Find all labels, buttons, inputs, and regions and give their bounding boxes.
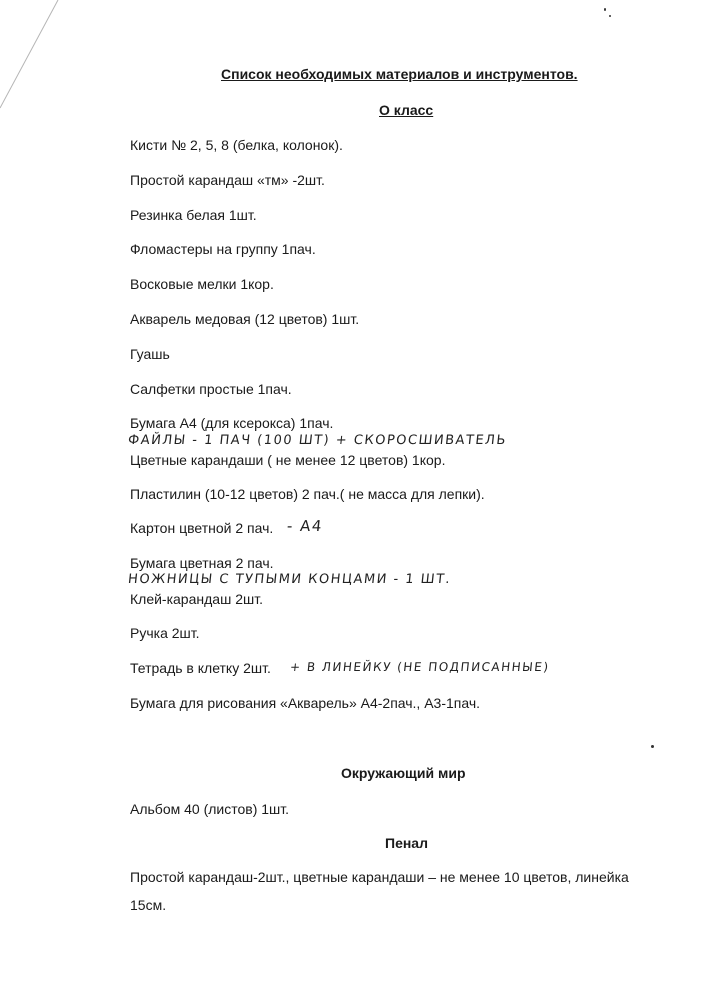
list-item: Салфетки простые 1пач. — [130, 381, 292, 397]
handwritten-note: - А4 — [286, 517, 324, 535]
list-item: Альбом 40 (листов) 1шт. — [130, 801, 290, 817]
list-item: Акварель медовая (12 цветов) 1шт. — [130, 311, 360, 327]
handwritten-note: ФАЙЛЫ - 1 ПАЧ (100 ШТ) + СКОРОСШИВАТЕЛЬ — [127, 433, 508, 448]
list-item: Кисти № 2, 5, 8 (белка, колонок). — [130, 137, 343, 153]
list-item: Ручка 2шт. — [130, 625, 200, 641]
folded-corner — [0, 0, 60, 110]
list-item: Простой карандаш «тм» -2шт. — [130, 172, 325, 188]
list-item: Клей-карандаш 2шт. — [130, 591, 263, 607]
section-heading-pencilcase: Пенал — [385, 835, 428, 851]
list-item: Пластилин (10-12 цветов) 2 пач.( не масса для лепки). — [130, 486, 485, 502]
list-item: Резинка белая 1шт. — [130, 207, 257, 223]
list-item: Простой карандаш-2шт., цветные карандаши – не менее 10 цветов, линейка — [130, 869, 629, 885]
handwritten-note: + В ЛИНЕЙКУ (НЕ ПОДПИСАННЫЕ) — [289, 660, 551, 674]
list-item: Восковые мелки 1кор. — [130, 276, 274, 292]
scan-speck — [604, 8, 606, 11]
scan-speck — [651, 745, 654, 748]
list-item: Картон цветной 2 пач. — [130, 520, 274, 536]
list-item: Фломастеры на группу 1пач. — [130, 241, 316, 257]
handwritten-note: НОЖНИЦЫ С ТУПЫМИ КОНЦАМИ - 1 ШТ. — [127, 572, 452, 587]
section-heading-world: Окружающий мир — [341, 765, 466, 781]
class-heading: О класс — [379, 102, 434, 118]
list-item: Бумага для рисования «Акварель» А4-2пач., А3-1пач. — [130, 695, 481, 711]
list-item: 15см. — [130, 897, 167, 913]
document-title: Список необходимых материалов и инструментов. — [221, 66, 578, 82]
list-item: Бумага цветная 2 пач. — [130, 555, 274, 571]
list-item: Цветные карандаши ( не менее 12 цветов) 1кор. — [130, 452, 446, 468]
list-item: Тетрадь в клетку 2шт. — [130, 660, 271, 676]
scan-speck — [609, 15, 611, 17]
list-item: Гуашь — [130, 346, 170, 362]
list-item: Бумага А4 (для ксерокса) 1пач. — [130, 415, 334, 431]
